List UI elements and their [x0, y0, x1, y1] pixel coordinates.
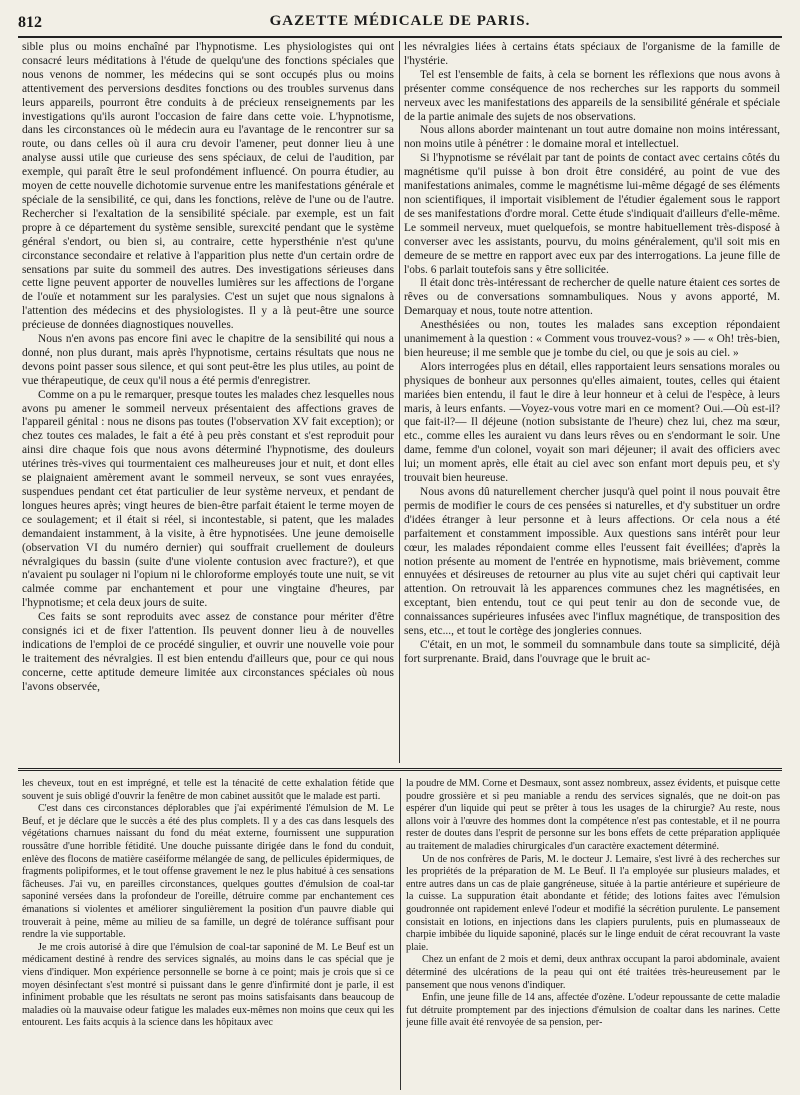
paragraph: Ces faits se sont reproduits avec assez de constance pour mériter d'être consignés ici et de fixer l'attention. Ils peuvent donner lieu à de nouvelles indications de l'emploi de ce procédé singulier, et ouvrir une nouvelle voie pour le traitement des névralgies. Il est bien entendu d'ailleurs que, pour ce qui nous concerne, cette aptitude demeure limitée aux circonstances spéciales où nous l'avons observée,	[22, 611, 394, 693]
paragraph: la poudre de MM. Corne et Desmaux, sont assez nombreux, assez évidents, et puisque cette poudre grossière et si peu maniable a rendu des services signalés, que ne doit-on pas espérer d'un liquide qui peut se prêter à tous les usages de la chirurgie? Au reste, nous allons voir à l'œuvre des hommes dont la compétence n'est pas contestable, et il ne pourra rester de doutes dans l'esprit de personne sur les bons effets de cette préparation appliquée au traitement de maladies chirurgicales d'un caractère exactement déterminé.	[406, 778, 780, 852]
paragraph: Tel est l'ensemble de faits, à cela se bornent les réflexions que nous avons à présenter comme conséquence de nos recherches sur les rapports du sommeil nerveux avec les manifestations des appareils de la sensibilité générale et spéciale de la partie animale des sujets de nos observations.	[404, 68, 780, 123]
paragraph: Anesthésiées ou non, toutes les malades sans exception répondaient unanimement à la question : « Comment vous trouvez-vous? » — « Oh! très-bien, bien heureuse; il me semble que je tombe du ciel, ou que je sois au ciel. »	[404, 319, 780, 359]
feuilleton-column-left	[22, 778, 394, 1090]
header-rule	[18, 36, 782, 38]
article-column-left	[22, 41, 394, 763]
paragraph: Nous allons aborder maintenant un tout autre domaine non moins intéressant, non moins utile à pénétrer : le domaine moral et intellectuel.	[404, 124, 780, 151]
paragraph: Alors interrogées plus en détail, elles rapportaient leurs sensations morales ou physiques de bonheur aux personnes qu'elles aimaient, toutes, celles qui étaient mariées bien entendu, il faut le dire à leur honneur et à celui de l'espèce, à leurs maris, à leurs enfants. —Voyez-vous votre mari en ce moment? Oui.—Où est-il? que fait-il?— Il déjeune (notion subsistante de l'heure) chez lui, chez ma sœur, etc., comme elles les auraient vu dans leurs rêves ou en s'endormant le soir. Une dame, femme d'un colonel, voyait son mari déjeuner; il avait des officiers avec lui; un moment après, elle était au ciel avec son enfant mort depuis peu, et s'y trouvait bien heureuse.	[404, 360, 780, 485]
paragraph: Comme on a pu le remarquer, presque toutes les malades chez lesquelles nous avons pu amener le sommeil nerveux présentaient des affections graves de l'appareil génital : nous ne disons pas toutes (l'observation XV fait exception); or chez toutes ces malades, le fait a été à peu près constant et s'est reproduit pour ainsi dire chaque fois que nous avons déterminé l'hypnotisme, des douleurs utérines très-vives qui tourmentaient ces malheureuses jour et nuit, et dont elles se plaignaient amèrement avant le sommeil nerveux, se sont vues enrayées, suspendues pendant cet état particulier de leur système nerveux, et pendant de longues heures après; vingt heures de bien-être parfait étaient le terme moyen de ce soulagement; et il était si réel, si incontestable, si patent, que les malades demandaient instamment, à la visite, à être hypnotisées. Une jeune demoiselle (observation VI du numéro dernier) qui souffrait cruellement de douleurs névralgiques du bassin (suite d'une violente contusion avec fracture?), et que n'avaient pu soulager ni l'opium ni le chloroforme employés toute une nuit, se vit calmée comme par enchantement et pour une vingtaine d'heures, par l'hypnotisme; et cela deux jours de suite.	[22, 388, 394, 610]
paragraph: Enfin, une jeune fille de 14 ans, affectée d'ozène. L'odeur repoussante de cette maladie fut détruite promptement par des injections d'émulsion de coaltar dans les narines. Cette jeune fille avait été renvoyée de sa pension, per-	[406, 992, 780, 1029]
paragraph: les névralgies liées à certains états spéciaux de l'organisme de la famille de l'hystérie.	[404, 41, 780, 67]
paragraph: Un de nos confrères de Paris, M. le docteur J. Lemaire, s'est livré à des recherches sur les propriétés de la préparation de M. Le Beuf. Il l'a employée sur plusieurs malades, et entre autres dans un cas de plaie gangréneuse, située à la partie antérieure et supérieure de la cuisse. La suppuration était abondante et fétide; des lotions faites avec l'émulsion goudronnée ont rapidement enlevé l'odeur et modifié la sécrétion purulente. Le pansement consistait en lotions, en injections dans les clapiers purulents, puis en plumasseaux de charpie imbibée du liquide saponiné, placés sur le linge enduit de cérat recouvrant la vaste plaie.	[406, 853, 780, 953]
paragraph: Si l'hypnotisme se révélait par tant de points de contact avec certains côtés du magnétisme qu'il puisse à bon droit être considéré, au point de vue des manifestations animales, comme le magnétisme lui-même dégagé de ses éléments non scientifiques, il importait visiblement de l'étudier également sous le rapport de ses manifestations d'ordre moral. Cette étude s'indiquait d'ailleurs d'elle-même. Le sommeil nerveux, muet quelquefois, se montre habituellement très-disposé à converser avec les assistants, pourvu, du moins généralement, qu'il soit mis en demeure de se mettre en rapport avec eux par des interrogations. La jeune fille de l'obs. 6 parlait toutefois sans y être sollicitée.	[404, 152, 780, 276]
article-column-right	[404, 41, 780, 763]
paragraph: les cheveux, tout en est imprégné, et telle est la ténacité de cette exhalation fétide que souvent je suis obligé d'ouvrir la fenêtre de mon cabinet aussitôt que le malade est parti.	[22, 778, 394, 802]
paragraph: C'est dans ces circonstances déplorables que j'ai expérimenté l'émulsion de M. Le Beuf, et je déclare que le succès a été des plus complets. Il y a des cas dans lesquels des végétations charnues naissant du fond du méat externe, fournissent une suppuration roussâtre d'une horrible fétidité. Une douche puissante dirigée dans le fond du conduit, enlève des flocons de matière caséiforme mélangée de sang, de pellicules épidermiques, de fragments polipiformes, et le tout offense gravement le nez le plus habitué à ces sensations fâcheuses. J'ai vu, en pareilles circonstances, quelques gouttes d'émulsion de coal-tar saponiné versées dans la profondeur de l'oreille, détruire comme par enchantement ces émanations si violentes et améliorer singulièrement la position d'un pauvre diable qui trouverait à peine, même au milieu de sa famille, un degré de tolérance suffisant pour rendre la vie supportable.	[22, 803, 394, 941]
paragraph: sible plus ou moins enchaîné par l'hypnotisme. Les physiologistes qui ont consacré leurs méditations à l'étude de quelqu'une des fonctions spéciales que nous venons de nommer, les médecins qui se sont occupés plus ou moins attentivement des perversions desdites fonctions ou des troubles survenus dans leurs appareils, pourront être conduits à de précieux renseignements par les investigations qu'ils auront l'occasion de faire dans cette voie. L'hypnotisme, dans les circonstances où le médecin aura eu l'avantage de le rencontrer sur sa route, ou dans celles où il aura cru devoir l'amener, peut donner lieu à une analyse aussi utile que curieuse des sens spéciaux, de celui de l'audition, par exemple, qui paraît être le seul profondément influencé. On pourra étudier, au moyen de cette nouvelle dichotomie survenue entre les manifestations générale et spéciale de la sensibilité, ce qui, dans les fonctions, relève de l'une ou de l'autre. Rechercher si l'exaltation de la sensibilité spéciale. par exemple, est un fait propre à ce département du système sensible, surexcité pendant que le système général s'endort, ou bien si, au contraire, cette hypersthénie n'est qu'une circonstance secondaire et relative à l'apparition plus nette d'un certain ordre de sensations par suite du sommeil des autres. Des investigations sérieuses dans cette ligne peuvent apporter de nouvelles lumières sur les affections de l'organe de l'ouïe et notamment sur les paralysies. C'est un sujet que nous signalons à l'attention des médecins et des physiologistes. Il y a là peut-être une source précieuse de données diagnostiques nouvelles.	[22, 41, 394, 332]
paragraph: Nous avons dû naturellement chercher jusqu'à quel point il nous pouvait être permis de modifier le cours de ces pensées si naturelles, et d'y substituer un ordre d'idées étranger à leur personne et à leurs affections. Or cela nous a été parfaitement et constamment impossible. Aux questions sans intérêt pour leur cœur, les malades répondaient comme elles l'eussent fait éveillées; d'après la notion présente au moment de l'entrée en hypnotisme, mais brièvement, comme ennuyées et désireuses de retourner au plus vite au sujet chéri qui captivait leur attention. On retrouvait là les apparences communes chez les magnétisées, en exceptant, bien entendu, tout ce qui peut tenir au don de seconde vue, de connaissances supérieures infusées avec l'influx magnétique, de transposition des sens, etc..., et tout le cortège des jongleries connues.	[404, 486, 780, 638]
column-divider	[399, 41, 400, 763]
column-divider	[400, 778, 401, 1090]
feuilleton-column-right	[406, 778, 780, 1090]
paragraph: C'était, en un mot, le sommeil du somnambule dans toute sa simplicité, déjà fort surprenante. Braid, dans l'ouvrage que le bruit ac-	[404, 638, 780, 665]
paragraph: Nous n'en avons pas encore fini avec le chapitre de la sensibilité qui nous a donné, non plus durant, mais après l'hypnotisme, certains résultats que nous ne devons point passer sous silence, et qui sont peut-être les plus utiles, au point de vue thérapeutique, de ceux qu'il nous a été permis d'enregistrer.	[22, 333, 394, 387]
paragraph: Je me crois autorisé à dire que l'émulsion de coal-tar saponiné de M. Le Beuf est un médicament destiné à rendre des services signalés, au moins dans le cas spécial que je viens d'indiquer. Mon expérience personnelle se borne à ce point; mais je crois que si ce moyen désinfectant s'est montré si puissant dans le genre d'infirmité dont je parle, il est infiniment probable que les résultats ne seront pas moins satisfaisants dans beaucoup de maladies où la mauvaise odeur fatigue les malades eux-mêmes non moins que ceux qui les entourent. Les faits acquis à la science dans les hôpitaux avec	[22, 941, 394, 1029]
paragraph: Il était donc très-intéressant de rechercher de quelle nature étaient ces sortes de rêves ou de conversations somnambuliques. Nous y avons apporté, M. Demarquay et nous, toute notre attention.	[404, 277, 780, 318]
page-number: 812	[18, 14, 42, 31]
page-header	[18, 6, 782, 32]
running-title: GAZETTE MÉDICALE DE PARIS.	[269, 13, 531, 29]
paragraph: Chez un enfant de 2 mois et demi, deux anthrax occupant la paroi abdominale, avaient déterminé des ulcérations de la peau qui ont été traitées très-heureusement par le pansement que nous venons d'indiquer.	[406, 954, 780, 991]
section-divider	[18, 768, 782, 774]
